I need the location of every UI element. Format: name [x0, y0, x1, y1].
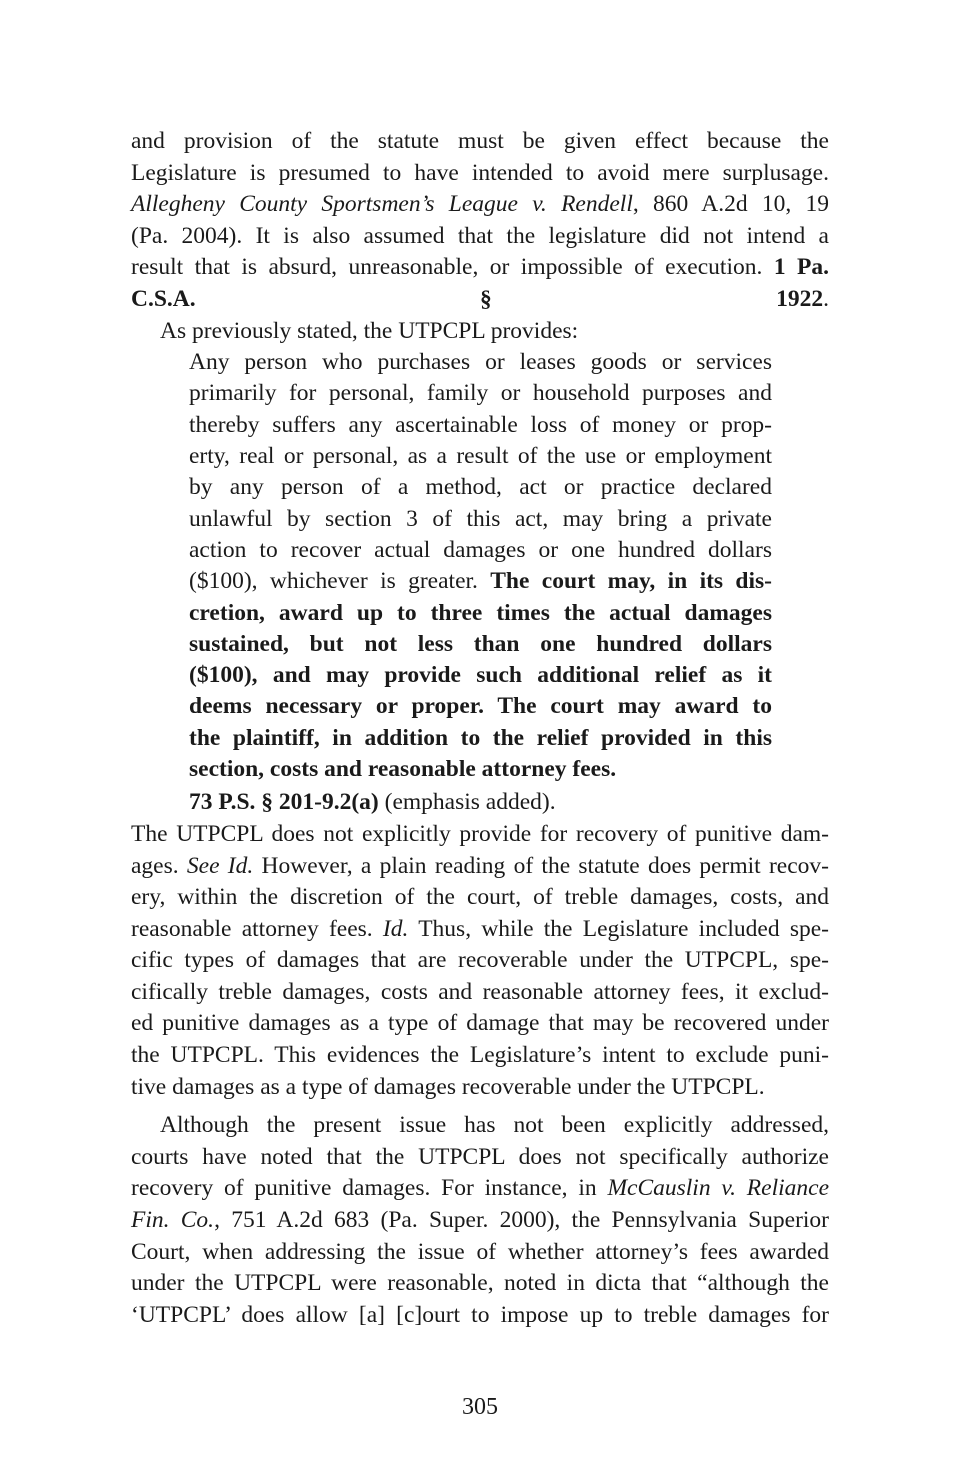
bold-text: section, costs and reasonable attorney fees. [189, 756, 617, 783]
text-line [189, 472, 772, 503]
text-line [189, 441, 772, 472]
text-line [189, 723, 772, 754]
bold-text: ($100), and may provide such additional relief as it [189, 662, 772, 689]
page-number: 305 [462, 1394, 498, 1420]
text-run: Thus, while the Legislature included spe- [408, 915, 829, 942]
italic-text: Allegheny County Sportsmen’s League v. Rendell [131, 191, 633, 218]
text-run: cific types of damages that are recoverable under the UTPCPL, spe- [131, 947, 829, 974]
text-run: reasonable attorney fees. [131, 915, 383, 942]
paragraph-statutory-construction [131, 126, 829, 316]
text-run: tive damages as a type of damages recoverable under the UTPCPL. [131, 1073, 765, 1100]
text-run: Although the present issue has not been explicitly addressed, [160, 1112, 829, 1139]
text-run: ‘UTPCPL’ does allow [a] [c]ourt to impose up to treble damages for [131, 1301, 829, 1328]
text-line [189, 629, 772, 660]
text-line [189, 566, 772, 597]
text-line [131, 1173, 829, 1205]
text-line [131, 914, 829, 946]
text-line [131, 977, 829, 1009]
text-line [189, 410, 772, 441]
text-line [189, 787, 829, 819]
bold-text: deems necessary or proper. The court may award to [189, 693, 772, 720]
text-run: However, a plain reading of the statute does permit recov- [253, 852, 829, 879]
text-run: the UTPCPL. This evidences the Legislature’s intent to exclude puni- [131, 1042, 829, 1069]
paragraph-punitive-damages [131, 819, 829, 1103]
statute-citation [189, 787, 829, 819]
italic-text: Fin. Co. [131, 1207, 215, 1234]
text-run: ages. [131, 852, 187, 879]
text-run: As previously stated, the UTPCPL provides: [160, 317, 579, 344]
page-body [131, 126, 829, 1331]
text-run: unlawful by section 3 of this act, may bring a private [189, 505, 772, 532]
text-run: , 751 A.2d 683 (Pa. Super. 2000), the Pennsylvania Superior [214, 1207, 829, 1234]
bold-text: The court may, in its dis- [490, 568, 772, 595]
text-line [131, 1142, 829, 1174]
text-run: (emphasis added). [378, 789, 556, 816]
text-run: ($100), whichever is greater. [189, 568, 491, 595]
text-line [189, 504, 772, 535]
text-run: (Pa. 2004). It is also assumed that the legislature did not intend a [131, 222, 829, 249]
bold-text: C.S.A. § 1922 [131, 285, 824, 312]
text-run: under the UTPCPL were reasonable, noted in dicta that “although the [131, 1270, 829, 1297]
text-line [131, 851, 829, 883]
text-line [131, 316, 829, 348]
text-run: erty, real or personal, as a result of the use or employment [189, 443, 772, 470]
text-run: Legislature is presumed to have intended to avoid mere surplusage. [131, 159, 829, 186]
italic-text: McCauslin v. Reliance [607, 1175, 830, 1202]
text-line [131, 1072, 829, 1104]
text-run: and provision of the statute must be given effect because the [131, 128, 829, 154]
text-line [131, 221, 829, 253]
text-run: action to recover actual damages or one hundred dollars [189, 536, 772, 563]
text-line [131, 882, 829, 914]
text-line [131, 126, 829, 158]
text-line [189, 660, 772, 691]
block-quote-statute [189, 347, 772, 785]
text-line [131, 1205, 829, 1237]
bold-text: cretion, award up to three times the actual damages [189, 599, 772, 626]
text-line [189, 347, 772, 378]
bold-text: 1 Pa. [773, 254, 829, 281]
text-line [131, 1110, 829, 1142]
italic-text: Id. [382, 915, 409, 942]
text-line [131, 252, 829, 284]
text-line [189, 754, 772, 785]
text-line [131, 189, 829, 221]
text-line [131, 945, 829, 977]
text-line [131, 1237, 829, 1269]
text-run: by any person of a method, act or practice declared [189, 474, 772, 501]
text-line [131, 819, 829, 851]
text-line [189, 378, 772, 409]
text-run: ery, within the discretion of the court, of treble damages, costs, and [131, 884, 829, 911]
text-line [189, 691, 772, 722]
bold-text: the plaintiff, in addition to the relief provided in this [189, 724, 772, 751]
text-line [189, 598, 772, 629]
text-line [131, 1008, 829, 1040]
text-line [189, 535, 772, 566]
text-line [131, 158, 829, 190]
text-run: thereby suffers any ascertainable loss of money or prop- [189, 411, 772, 438]
text-run: recovery of punitive damages. For instance, in [131, 1175, 608, 1202]
text-line [131, 284, 829, 316]
text-run: primarily for personal, family or household purposes and [189, 380, 772, 407]
paragraph-utpcpl-intro [131, 316, 829, 348]
text-run: cifically treble damages, costs and reasonable attorney fees, it exclud- [131, 978, 829, 1005]
text-run: courts have noted that the UTPCPL does not specifically authorize [131, 1143, 829, 1170]
text-run: Court, when addressing the issue of whether attorney’s fees awarded [131, 1238, 829, 1265]
text-run: result that is absurd, unreasonable, or impossible of execution. [131, 254, 774, 281]
bold-text: 73 P.S. § 201-9.2(a) [189, 789, 379, 816]
text-run: ed punitive damages as a type of damage that may be recovered under [131, 1010, 829, 1037]
bold-text: sustained, but not less than one hundred dollars [189, 630, 772, 657]
text-line [131, 1268, 829, 1300]
italic-text: See Id. [186, 852, 254, 879]
text-run: The UTPCPL does not explicitly provide for recovery of punitive dam- [131, 820, 829, 847]
text-run: Any person who purchases or leases goods or services [189, 349, 772, 376]
text-line [131, 1040, 829, 1072]
paragraph-mccauslin [131, 1110, 829, 1331]
text-run: , 860 A.2d 10, 19 [632, 191, 829, 218]
text-line [131, 1300, 829, 1332]
text-run: . [823, 285, 829, 312]
